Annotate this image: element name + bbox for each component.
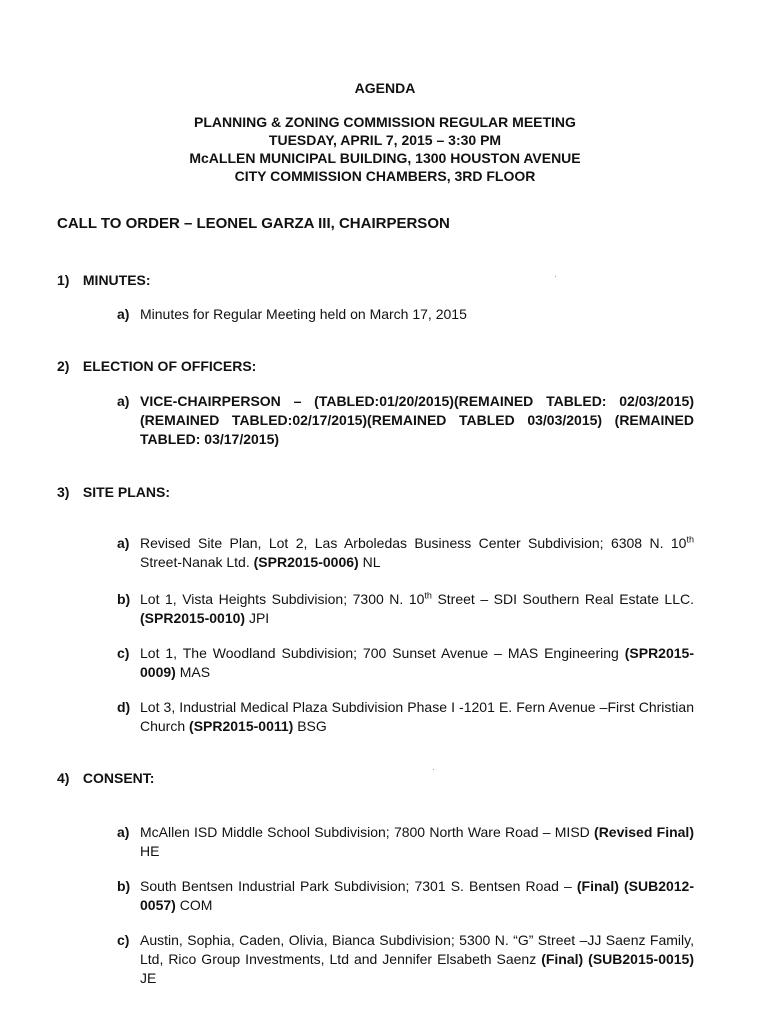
section-election-heading: 2) ELECTION OF OFFICERS: [57, 358, 257, 374]
scan-speck [433, 769, 434, 770]
meeting-location: McALLEN MUNICIPAL BUILDING, 1300 HOUSTON AVENUE [189, 150, 581, 166]
case-number: (SPR2015-0009) [140, 645, 694, 680]
meeting-name: PLANNING & ZONING COMMISSION REGULAR MEETING [194, 114, 576, 130]
case-number: (Final) (SUB2012-0057) [140, 878, 694, 913]
staff-initials: BSG [293, 718, 327, 734]
meeting-room: CITY COMMISSION CHAMBERS, 3RD FLOOR [234, 168, 536, 184]
case-number: (SPR2015-0010) [140, 610, 246, 626]
site-plan-item-a: a) Revised Site Plan, Lot 2, Las Arboledas Business Center Subdivision; 6308 N. 10th Street-Nanak Ltd. (SPR2015-0006) NL [117, 534, 694, 570]
consent-item-c: c) Austin, Sophia, Caden, Olivia, Bianca Subdivision; 5300 N. “G” Street –JJ Saenz Family, Ltd, Rico Group Investments, Ltd and Jennifer Elsabeth Saenz (Final) (SUB2015-0015) JE [117, 932, 695, 986]
case-number: (Final) (SUB2015-0015) [541, 951, 695, 967]
staff-initials: HE [140, 843, 160, 859]
staff-initials: NL [358, 554, 381, 570]
election-item-a: a) VICE-CHAIRPERSON – (TABLED:01/20/2015)(REMAINED TABLED: 02/03/2015)(REMAINED TABLED:02/17/2015)(REMAINED TABLED 03/03/2015) (REMAINED TABLED: 03/17/2015) [117, 393, 694, 447]
staff-initials: MAS [175, 664, 211, 680]
staff-initials: JE [140, 970, 157, 986]
meeting-date: TUESDAY, APRIL 7, 2015 – 3:30 PM [268, 132, 502, 148]
section-minutes-heading: 1) MINUTES: [57, 272, 151, 288]
agenda-title: AGENDA [354, 80, 416, 96]
site-plan-item-b: b) Lot 1, Vista Heights Subdivision; 7300 N. 10th Street – SDI Southern Real Estate LLC. (SPR2015-0010) JPI [117, 590, 694, 626]
site-plan-item-d: d) Lot 3, Industrial Medical Plaza Subdivision Phase I -1201 E. Fern Avenue –First Christian Church (SPR2015-0011) BSG [117, 699, 694, 734]
call-to-order: CALL TO ORDER – LEONEL GARZA III, CHAIRPERSON [57, 215, 450, 232]
case-number: (SPR2015-0006) [253, 554, 359, 570]
scan-speck [555, 276, 556, 277]
case-number: (SPR2015-0011) [189, 718, 294, 734]
consent-item-b: b) South Bentsen Industrial Park Subdivision; 7301 S. Bentsen Road – (Final) (SUB2012-0057) COM [117, 878, 694, 913]
section-site-plans-heading: 3) SITE PLANS: [57, 484, 171, 500]
consent-item-a: a) McAllen ISD Middle School Subdivision; 7800 North Ware Road – MISD (Revised Final) HE [117, 824, 694, 859]
section-consent-heading: 4) CONSENT: [57, 770, 155, 786]
minutes-item-a: a) Minutes for Regular Meeting held on March 17, 2015 [117, 306, 467, 322]
site-plan-item-c: c) Lot 1, The Woodland Subdivision; 700 Sunset Avenue – MAS Engineering (SPR2015-0009) MAS [117, 645, 694, 680]
meeting-header [0, 113, 770, 185]
staff-initials: JPI [245, 610, 270, 626]
case-number: (Revised Final) [594, 824, 694, 840]
staff-initials: COM [175, 897, 213, 913]
